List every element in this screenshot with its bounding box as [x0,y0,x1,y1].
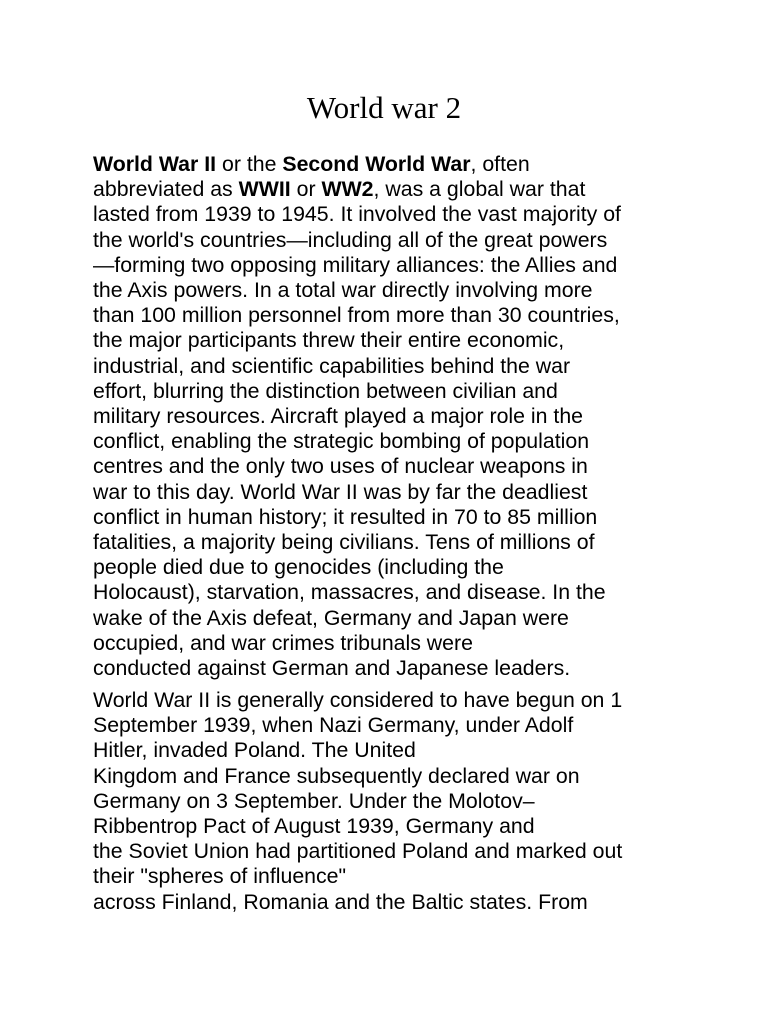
paragraph-2-line: Ribbentrop Pact of August 1939, Germany and [93,814,535,839]
text-run: people died due to genocides (including the [93,555,504,580]
paragraph-1-line [93,555,693,580]
paragraph-1-line [93,606,693,631]
text-run: conflict in human history; it resulted in 70 to 85 million [93,504,598,529]
text-run: the world's countries—including all of the great powers [93,227,608,252]
text-run: conducted against German and Japanese leaders. [93,656,571,681]
paragraph-1-line [93,656,693,681]
paragraph-2-line: their "spheres of influence" [93,864,347,889]
document-title: World war 2 [306,90,462,125]
paragraph-1-line [93,404,693,429]
text-run: fatalities, a majority being civilians. Tens of millions of [93,530,595,555]
text-run: abbreviated as [93,177,239,202]
bold-term: WW2 [321,177,374,202]
text-run: wake of the Axis defeat, Germany and Japan were [93,605,569,630]
paragraph-1-line [93,354,693,379]
text-run: , often [470,152,530,176]
paragraph-1-line [93,177,693,202]
text-run: occupied, and war crimes tribunals were [93,630,473,655]
paragraph-1-line [93,328,693,353]
paragraph-2-line: September 1939, when Nazi Germany, under Adolf [93,713,574,738]
paragraph-1-line [93,480,693,505]
bold-term: Second World War [282,152,471,176]
text-run: effort, blurring the distinction between civilian and [93,378,558,403]
paragraph-1-line [93,429,693,454]
paragraph-1 [93,152,693,681]
paragraph-1-line [93,253,693,278]
paragraph-1-line [93,152,693,177]
paragraph-2-line: Germany on 3 September. Under the Molotov– [93,788,535,813]
text-run: the Axis powers. In a total war directly involving more [93,278,593,303]
paragraph-1-line [93,303,693,328]
paragraph-2-line: across Finland, Romania and the Baltic states. From [93,889,588,914]
text-run: military resources. Aircraft played a major role in the [93,404,584,429]
text-run: conflict, enabling the strategic bombing of population [93,429,590,454]
bold-term: World War II [93,152,217,176]
paragraph-1-line [93,580,693,605]
paragraph-2 [93,688,693,915]
paragraph-2-line: World War II is generally considered to have begun on 1 [93,688,623,712]
paragraph-1-line [93,454,693,479]
paragraph-1-line [93,530,693,555]
paragraph-2-line: the Soviet Union had partitioned Poland and marked out [93,839,623,864]
text-run: or [290,177,322,202]
text-run: lasted from 1939 to 1945. It involved the vast majority of [93,202,621,227]
text-run: Holocaust), starvation, massacres, and disease. In the [93,580,606,605]
text-run: centres and the only two uses of nuclear weapons in [93,454,588,479]
paragraph-1-line [93,505,693,530]
text-run: or the [216,152,283,176]
paragraph-1-line [93,278,693,303]
paragraph-1-line [93,631,693,656]
paragraph-2-line: Hitler, invaded Poland. The United [93,738,416,763]
paragraph-2-line: Kingdom and France subsequently declared war on [93,763,580,788]
text-run: war to this day. World War II was by far the deadliest [93,479,588,504]
text-run: industrial, and scientific capabilities behind the war [93,353,571,378]
text-run: than 100 million personnel from more than 30 countries, [93,303,620,328]
text-run: —forming two opposing military alliances: the Allies and [93,252,618,277]
paragraph-1-line [93,379,693,404]
text-run: , was a global war that [373,177,586,202]
text-run: the major participants threw their entire economic, [93,328,565,353]
paragraph-1-line [93,228,693,253]
paragraph-1-line [93,202,693,227]
bold-term: WWII [238,177,291,202]
